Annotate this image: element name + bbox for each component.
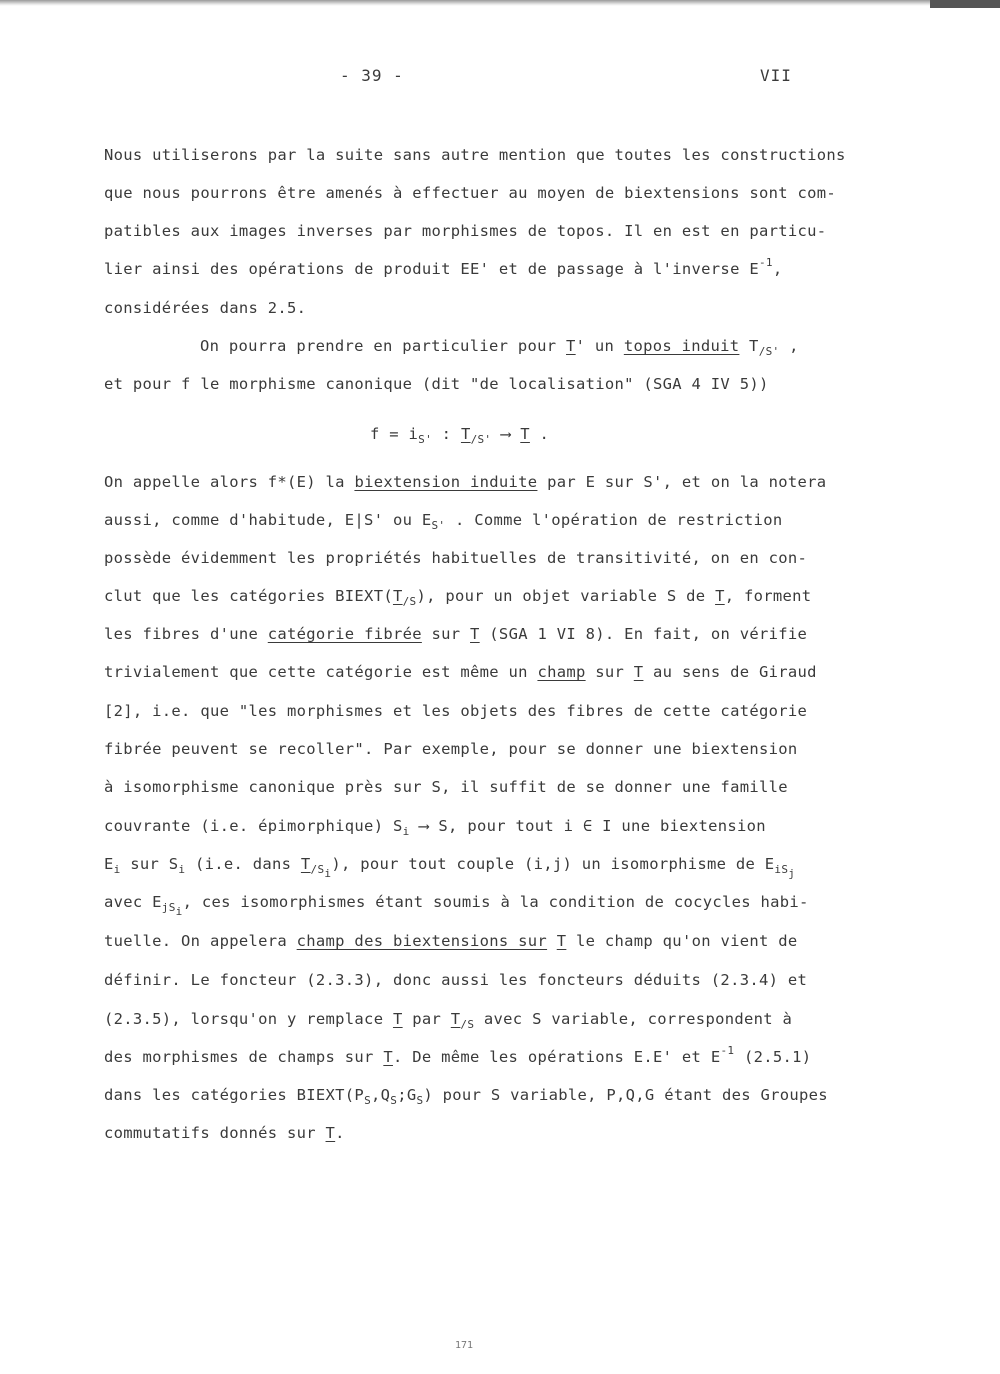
text-line: trivialement que cette catégorie est même un champ sur T au sens de Giraud — [104, 663, 817, 681]
text-line: $E_i$ sur $S_i$ (i.e. dans $T_{/S_i}$), pour tout couple (i,j) un isomorphisme de $E_{iS_j}$ — [104, 855, 796, 880]
text-line: définir. Le foncteur (2.3.3), donc aussi les foncteurs déduits (2.3.4) et — [104, 971, 808, 989]
text-line: patibles aux images inverses par morphismes de topos. Il en est en particu- — [104, 222, 827, 240]
text-line: lier ainsi des opérations de produit EE' et de passage à l'inverse $E^{-1}$, — [104, 256, 783, 278]
text-line: tuelle. On appelera champ des biextensions sur T le champ qu'on vient de — [104, 932, 798, 950]
text-line: que nous pourrons être amenés à effectuer au moyen de biextensions sont com- — [104, 184, 837, 202]
text-line: et pour f le morphisme canonique (dit "de localisation" (SGA 4 IV 5)) — [104, 375, 769, 393]
text-line: Nous utiliserons par la suite sans autre mention que toutes les constructions — [104, 146, 846, 164]
text-line: à isomorphisme canonique près sur S, il suffit de se donner une famille — [104, 778, 788, 796]
page-number: - 39 - — [340, 66, 404, 85]
chapter-number: VII — [760, 66, 792, 85]
text-line: commutatifs donnés sur T. — [104, 1124, 345, 1142]
text-line: On appelle alors f*(E) la biextension induite par E sur S', et on la notera — [104, 473, 827, 491]
text-line: (2.3.5), lorsqu'on y remplace T par $T_{/S}$ avec S variable, correspondent à — [104, 1010, 793, 1031]
text-line: fibrée peuvent se recoller". Par exemple, pour se donner une biextension — [104, 740, 798, 758]
text-line: possède évidemment les propriétés habituelles de transitivité, on en con- — [104, 549, 808, 567]
text-line: [2], i.e. que "les morphismes et les objets des fibres de cette catégorie — [104, 702, 808, 720]
text-line: avec $E_{jS_i}$, ces isomorphismes étant soumis à la condition de cocycles habi- — [104, 893, 809, 918]
text-line: considérées dans 2.5. — [104, 299, 307, 317]
text-line: les fibres d'une catégorie fibrée sur T (SGA 1 VI 8). En fait, on vérifie — [104, 625, 808, 643]
scan-edge — [0, 0, 1000, 6]
scan-edge-mark — [930, 0, 1000, 8]
equation: $f = i_{S'}$ : $T_{/S'}$ ⟶ T . — [370, 425, 550, 446]
text-line: clut que les catégories $BIEXT(T_{/S})$, pour un objet variable S de T, forment — [104, 587, 812, 608]
text-line: On pourra prendre en particulier pour T' un topos induit $T_{/S'}$ , — [200, 337, 799, 358]
text-line: couvrante (i.e. épimorphique) $S_i$ ⟶ S, pour tout i ∈ I une biextension — [104, 817, 766, 838]
text-line: aussi, comme d'habitude, E|S' ou $E_{S'}$ . Comme l'opération de restriction — [104, 511, 783, 532]
text-line: des morphismes de champs sur T. De même les opérations E.E' et $E^{-1}$ (2.5.1) — [104, 1044, 812, 1066]
footer-number: 171 — [455, 1340, 474, 1351]
text-line: dans les catégories $BIEXT(P_S,Q_S;G_S)$ pour S variable, P,Q,G étant des Groupes — [104, 1086, 828, 1107]
